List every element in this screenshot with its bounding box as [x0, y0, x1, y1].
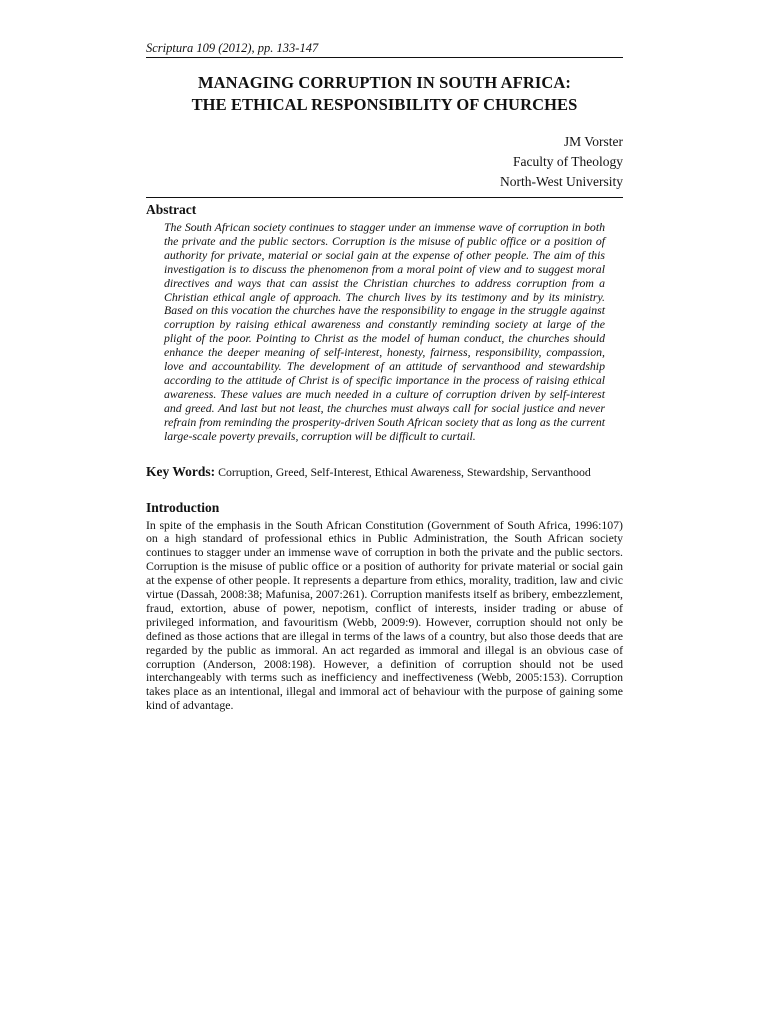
abstract-heading: Abstract	[146, 202, 197, 217]
journal-page	[146, 40, 623, 713]
running-head: Scriptura 109 (2012), pp. 133-147	[146, 40, 623, 58]
abstract-text: The South African society continues to stagger under an immense wave of corruption in both the private and the public sectors. Corruption is the misuse of public office or a position of authority for private, material or social gain at the expense of other people. The aim of this investigation is to discuss the phenomenon from a moral point of view and to suggest moral directives and ways that can assist the Christian churches to address corruption from a Christian ethical angle of approach. The church lives by its testimony and by its ministry. Based on this vocation the churches have the responsibility to engage in the struggle against corruption by raising ethical awareness and constantly reminding society at large of the plight of the poor. Pointing to Christ as the model of human conduct, the churches should enhance the deeper meaning of self-interest, honesty, fairness, responsibility, compassion, love and accountability. The development of an attitude of servanthood and stewardship according to the attitude of Christ is of specific importance in the process of raising ethical awareness. These values are much needed in a culture of corruption driven by self-interest and greed. And last but not least, the churches must always call for social justice and never refrain from reminding the prosperity-driven South African society that as long as the current large-scale poverty prevails, corruption will be difficult to curtail.	[164, 220, 605, 443]
author-name: JM Vorster	[563, 134, 623, 149]
article-title	[146, 72, 623, 116]
author-faculty: Faculty of Theology	[513, 154, 623, 169]
article-title-line-1: MANAGING CORRUPTION IN SOUTH AFRICA:	[197, 73, 572, 92]
introduction-heading: Introduction	[146, 499, 220, 515]
abstract-divider	[146, 197, 623, 198]
keywords-list: Corruption, Greed, Self-Interest, Ethical Awareness, Stewardship, Servanthood	[215, 464, 591, 479]
introduction-text: In spite of the emphasis in the South African Constitution (Government of South Africa, 1996:107) on a high standard of professional ethics in Public Administration, the South African society continues to stagger under an immense wave of corruption in both the private and the public sectors. Corruption is the misuse of public office or a position of authority for private material or social gain at the expense of other people. It represents a departure from ethics, morality, tradition, law and civic virtue (Dassah, 2008:38; Mafunisa, 2007:261). Corruption manifests itself as bribery, embezzlement, fraud, extortion, abuse of power, nepotism, conflict of interests, insider trading or abuse of privileged information, and favouritism (Webb, 2009:9). However, corruption should not only be defined as those actions that are illegal in terms of the laws of a country, but also those deeds that are regarded by the public as immoral. An act regarded as immoral and illegal is an obvious case of corruption (Anderson, 2008:198). However, a definition of corruption should not be used interchangeably with terms such as inefficiency and ineffectiveness (Webb, 2005:153). Corruption takes place as an intentional, illegal and immoral act of behaviour with the purpose of gaining some kind of advantage.	[146, 517, 623, 713]
keywords-label: Key Words:	[146, 463, 216, 479]
article-title-line-2: THE ETHICAL RESPONSIBILITY OF CHURCHES	[191, 95, 578, 114]
author-block	[146, 132, 623, 192]
author-university: North-West University	[499, 174, 623, 189]
keywords	[146, 464, 623, 480]
